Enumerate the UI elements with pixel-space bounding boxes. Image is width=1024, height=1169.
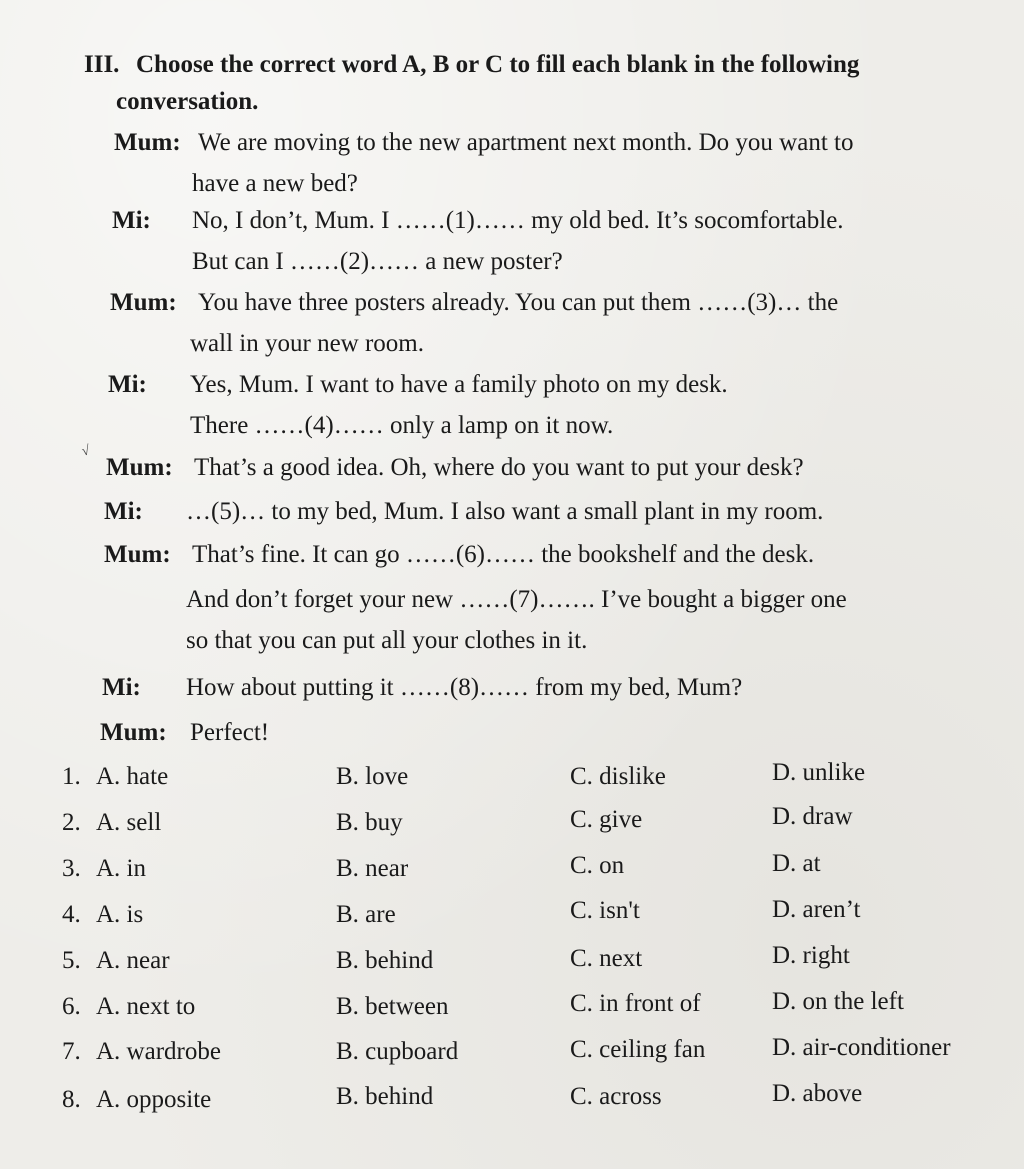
option-c: C. give bbox=[570, 806, 643, 833]
option-row bbox=[62, 987, 1012, 1027]
exercise-heading bbox=[84, 46, 1004, 120]
option-row bbox=[62, 849, 1012, 889]
question-number: 8. bbox=[62, 1086, 81, 1113]
speaker-label: Mum: bbox=[110, 289, 177, 316]
exercise-number: III. bbox=[84, 51, 120, 78]
option-b: B. behind bbox=[336, 947, 434, 974]
question-number: 3. bbox=[62, 855, 81, 882]
option-c: C. isn't bbox=[570, 897, 640, 924]
option-row bbox=[62, 895, 1012, 935]
option-b: B. near bbox=[336, 855, 409, 882]
option-c: C. in front of bbox=[570, 990, 701, 1017]
speaker-label: Mum: bbox=[106, 454, 173, 481]
speaker-label: Mi: bbox=[102, 674, 141, 701]
option-c: C. next bbox=[570, 945, 643, 972]
option-d: D. draw bbox=[772, 803, 853, 830]
pen-check-mark: √ bbox=[80, 443, 91, 460]
option-d: D. air-conditioner bbox=[772, 1034, 951, 1061]
speech-line: Yes, Mum. I want to have a family photo on my desk. bbox=[190, 371, 728, 398]
option-d: D. aren’t bbox=[772, 896, 861, 923]
option-a: A. is bbox=[96, 901, 144, 928]
question-number: 2. bbox=[62, 809, 81, 836]
option-b: B. behind bbox=[336, 1083, 434, 1110]
speech-text bbox=[192, 122, 1018, 204]
speech-text bbox=[186, 534, 1012, 661]
option-row bbox=[62, 803, 1012, 843]
speech-line: And don’t forget your new ……(7)……. I’ve bought a bigger one bbox=[186, 586, 847, 613]
speaker-label: Mi: bbox=[108, 371, 147, 398]
question-number: 6. bbox=[62, 993, 81, 1020]
option-c: C. across bbox=[570, 1083, 662, 1110]
option-d: D. unlike bbox=[772, 759, 866, 786]
speech-line: That’s fine. It can go ……(6)…… the bookshelf and the desk. bbox=[192, 541, 815, 568]
speech-line: That’s a good idea. Oh, where do you want to put your desk? bbox=[194, 454, 804, 481]
speech-line: Perfect! bbox=[190, 719, 270, 746]
option-b: B. cupboard bbox=[336, 1038, 459, 1065]
question-number: 4. bbox=[62, 901, 81, 928]
option-a: A. wardrobe bbox=[96, 1038, 221, 1065]
speech-line: There ……(4)…… only a lamp on it now. bbox=[190, 412, 614, 439]
speech-text bbox=[190, 712, 1010, 753]
question-number: 1. bbox=[62, 763, 81, 790]
option-row bbox=[62, 1032, 1012, 1072]
option-b: B. love bbox=[336, 763, 409, 790]
speech-text bbox=[186, 491, 1006, 532]
option-row bbox=[62, 941, 1012, 981]
option-b: B. are bbox=[336, 901, 396, 928]
speech-line: have a new bed? bbox=[192, 170, 358, 197]
speech-text bbox=[190, 282, 1018, 364]
option-row bbox=[62, 1080, 1012, 1120]
speech-text bbox=[194, 447, 1014, 488]
option-a: A. in bbox=[96, 855, 146, 882]
option-b: B. between bbox=[336, 993, 449, 1020]
option-b: B. buy bbox=[336, 809, 403, 836]
option-a: A. opposite bbox=[96, 1086, 212, 1113]
option-d: D. above bbox=[772, 1080, 863, 1107]
option-row bbox=[62, 757, 1012, 797]
option-c: C. dislike bbox=[570, 763, 666, 790]
speech-text bbox=[190, 364, 1010, 446]
speech-line: You have three posters already. You can put them ……(3)… the bbox=[198, 289, 839, 316]
speech-line: so that you can put all your clothes in it. bbox=[186, 627, 588, 654]
option-a: A. sell bbox=[96, 809, 162, 836]
option-a: A. hate bbox=[96, 763, 169, 790]
speech-line: …(5)… to my bed, Mum. I also want a small plant in my room. bbox=[186, 498, 824, 525]
speech-line: wall in your new room. bbox=[190, 330, 424, 357]
instruction-line-2: conversation. bbox=[116, 88, 259, 115]
option-d: D. at bbox=[772, 850, 821, 877]
option-c: C. ceiling fan bbox=[570, 1036, 706, 1063]
speaker-label: Mum: bbox=[114, 129, 181, 156]
speech-text bbox=[186, 667, 1006, 708]
option-d: D. on the left bbox=[772, 988, 904, 1015]
speech-line: We are moving to the new apartment next month. Do you want to bbox=[198, 129, 854, 156]
option-a: A. next to bbox=[96, 993, 196, 1020]
option-c: C. on bbox=[570, 852, 625, 879]
instruction-line-1: Choose the correct word A, B or C to fill each blank in the following bbox=[136, 51, 860, 78]
speech-text bbox=[192, 200, 1012, 282]
option-a: A. near bbox=[96, 947, 170, 974]
speech-line: No, I don’t, Mum. I ……(1)…… my old bed. It’s socomfortable. bbox=[192, 207, 844, 234]
speaker-label: Mum: bbox=[104, 541, 171, 568]
question-number: 7. bbox=[62, 1038, 81, 1065]
speaker-label: Mi: bbox=[112, 207, 151, 234]
question-number: 5. bbox=[62, 947, 81, 974]
speaker-label: Mi: bbox=[104, 498, 143, 525]
speaker-label: Mum: bbox=[100, 719, 167, 746]
speech-line: How about putting it ……(8)…… from my bed, Mum? bbox=[186, 674, 743, 701]
speech-line: But can I ……(2)…… a new poster? bbox=[192, 248, 563, 275]
option-d: D. right bbox=[772, 942, 850, 969]
